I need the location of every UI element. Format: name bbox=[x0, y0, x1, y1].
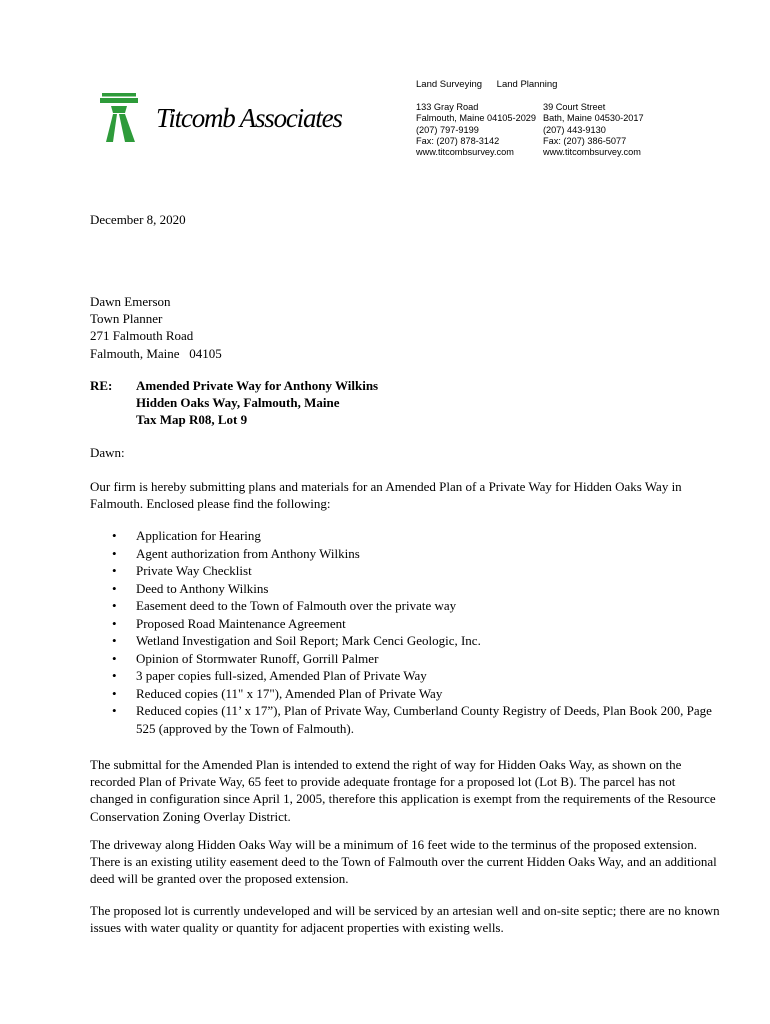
body-paragraph: The submittal for the Amended Plan is intended to extend the right of way for Hidden Oaks Way, as shown on the recorded Plan of Private Way, 65 feet to provide adequate frontage for a proposed lot (Lot B). The parcel has not changed in configuration since April 1, 2005, therefore this application is exempt from the requirements of the Resource Conservation Zoning Overlay District. bbox=[90, 757, 716, 824]
recipient-street: 271 Falmouth Road bbox=[90, 328, 194, 344]
bullet-icon: • bbox=[112, 563, 117, 578]
bullet-icon: • bbox=[112, 685, 117, 701]
recipient-title: Town Planner bbox=[90, 311, 163, 327]
office-web: www.titcombsurvey.com bbox=[543, 147, 641, 158]
recipient-name: Dawn Emerson bbox=[90, 294, 171, 309]
office-fax: Fax: (207) 878-3142 bbox=[416, 135, 500, 146]
recipient-address bbox=[90, 293, 222, 362]
company-name: Titcomb Associates bbox=[156, 103, 342, 133]
office-street: 39 Court Street bbox=[543, 102, 606, 112]
body-paragraph: The driveway along Hidden Oaks Way will be a minimum of 16 feet wide to the terminus of the proposed extension. There is an existing utility easement deed to the Town of Falmouth over the current Hidden Oaks Way, and an additional deed will be granted over the proposed extension. bbox=[90, 837, 717, 887]
list-item: • Application for Hearing bbox=[112, 528, 261, 543]
office-city: Falmouth, Maine 04105-2029 bbox=[416, 113, 537, 124]
body-paragraph: The proposed lot is currently undeveloped and will be serviced by an artesian well and on-site septic; there are no known issues with water quality or quantity for adjacent properties with existing wells. bbox=[90, 903, 720, 936]
list-item: • Agent authorization from Anthony Wilkins bbox=[112, 545, 360, 561]
re-line: Hidden Oaks Way, Falmouth, Maine bbox=[136, 395, 340, 411]
re-label: RE: bbox=[90, 378, 113, 393]
bullet-icon: • bbox=[112, 598, 117, 613]
re-subject bbox=[136, 377, 378, 429]
intro-paragraph: Our firm is hereby submitting plans and materials for an Amended Plan of a Private Way for Hidden Oaks Way in Falmouth. Enclosed please find the following: bbox=[90, 479, 682, 512]
list-item: • Easement deed to the Town of Falmouth over the private way bbox=[112, 598, 457, 613]
office-phone: (207) 797-9199 bbox=[416, 124, 479, 135]
office-web: www.titcombsurvey.com bbox=[416, 147, 514, 158]
office-street: 133 Gray Road bbox=[416, 102, 479, 112]
service-surveying: Land Surveying bbox=[416, 79, 483, 90]
service-planning: Land Planning bbox=[496, 79, 558, 90]
list-item: • Reduced copies (11" x 17"), Amended Plan of Private Way bbox=[112, 685, 443, 701]
bullet-icon: • bbox=[112, 545, 117, 561]
bullet-icon: • bbox=[112, 633, 117, 648]
office-city: Bath, Maine 04530-2017 bbox=[543, 113, 644, 124]
titcomb-logo-icon bbox=[100, 93, 142, 143]
re-line: Amended Private Way for Anthony Wilkins bbox=[136, 378, 379, 393]
salutation: Dawn: bbox=[90, 445, 125, 460]
bullet-icon: • bbox=[112, 580, 117, 596]
bullet-icon: • bbox=[112, 615, 117, 631]
list-item: • 3 paper copies full-sized, Amended Plan of Private Way bbox=[112, 668, 427, 683]
office-bath bbox=[543, 102, 644, 158]
letter-date: December 8, 2020 bbox=[90, 212, 186, 227]
list-item: • Reduced copies (11’ x 17”), Plan of Private Way, Cumberland County Registry of Deeds, Plan Book 200, Page 525 (approved by the Town of Falmouth). bbox=[112, 703, 712, 736]
recipient-city: Falmouth, Maine 04105 bbox=[90, 345, 222, 361]
bullet-icon: • bbox=[112, 668, 117, 683]
list-item: • Private Way Checklist bbox=[112, 563, 252, 578]
services-line bbox=[416, 79, 569, 90]
enclosure-list bbox=[112, 527, 712, 737]
bullet-icon: • bbox=[112, 650, 117, 666]
office-fax: Fax: (207) 386-5077 bbox=[543, 135, 627, 146]
bullet-icon: • bbox=[112, 528, 117, 543]
office-falmouth bbox=[416, 102, 536, 158]
bullet-icon: • bbox=[112, 703, 117, 718]
office-phone: (207) 443-9130 bbox=[543, 124, 606, 135]
list-item: • Deed to Anthony Wilkins bbox=[112, 580, 269, 596]
list-item: • Proposed Road Maintenance Agreement bbox=[112, 615, 346, 631]
list-item: • Wetland Investigation and Soil Report; Mark Cenci Geologic, Inc. bbox=[112, 633, 481, 648]
list-item: • Opinion of Stormwater Runoff, Gorrill Palmer bbox=[112, 650, 379, 666]
re-line: Tax Map R08, Lot 9 bbox=[136, 412, 248, 428]
